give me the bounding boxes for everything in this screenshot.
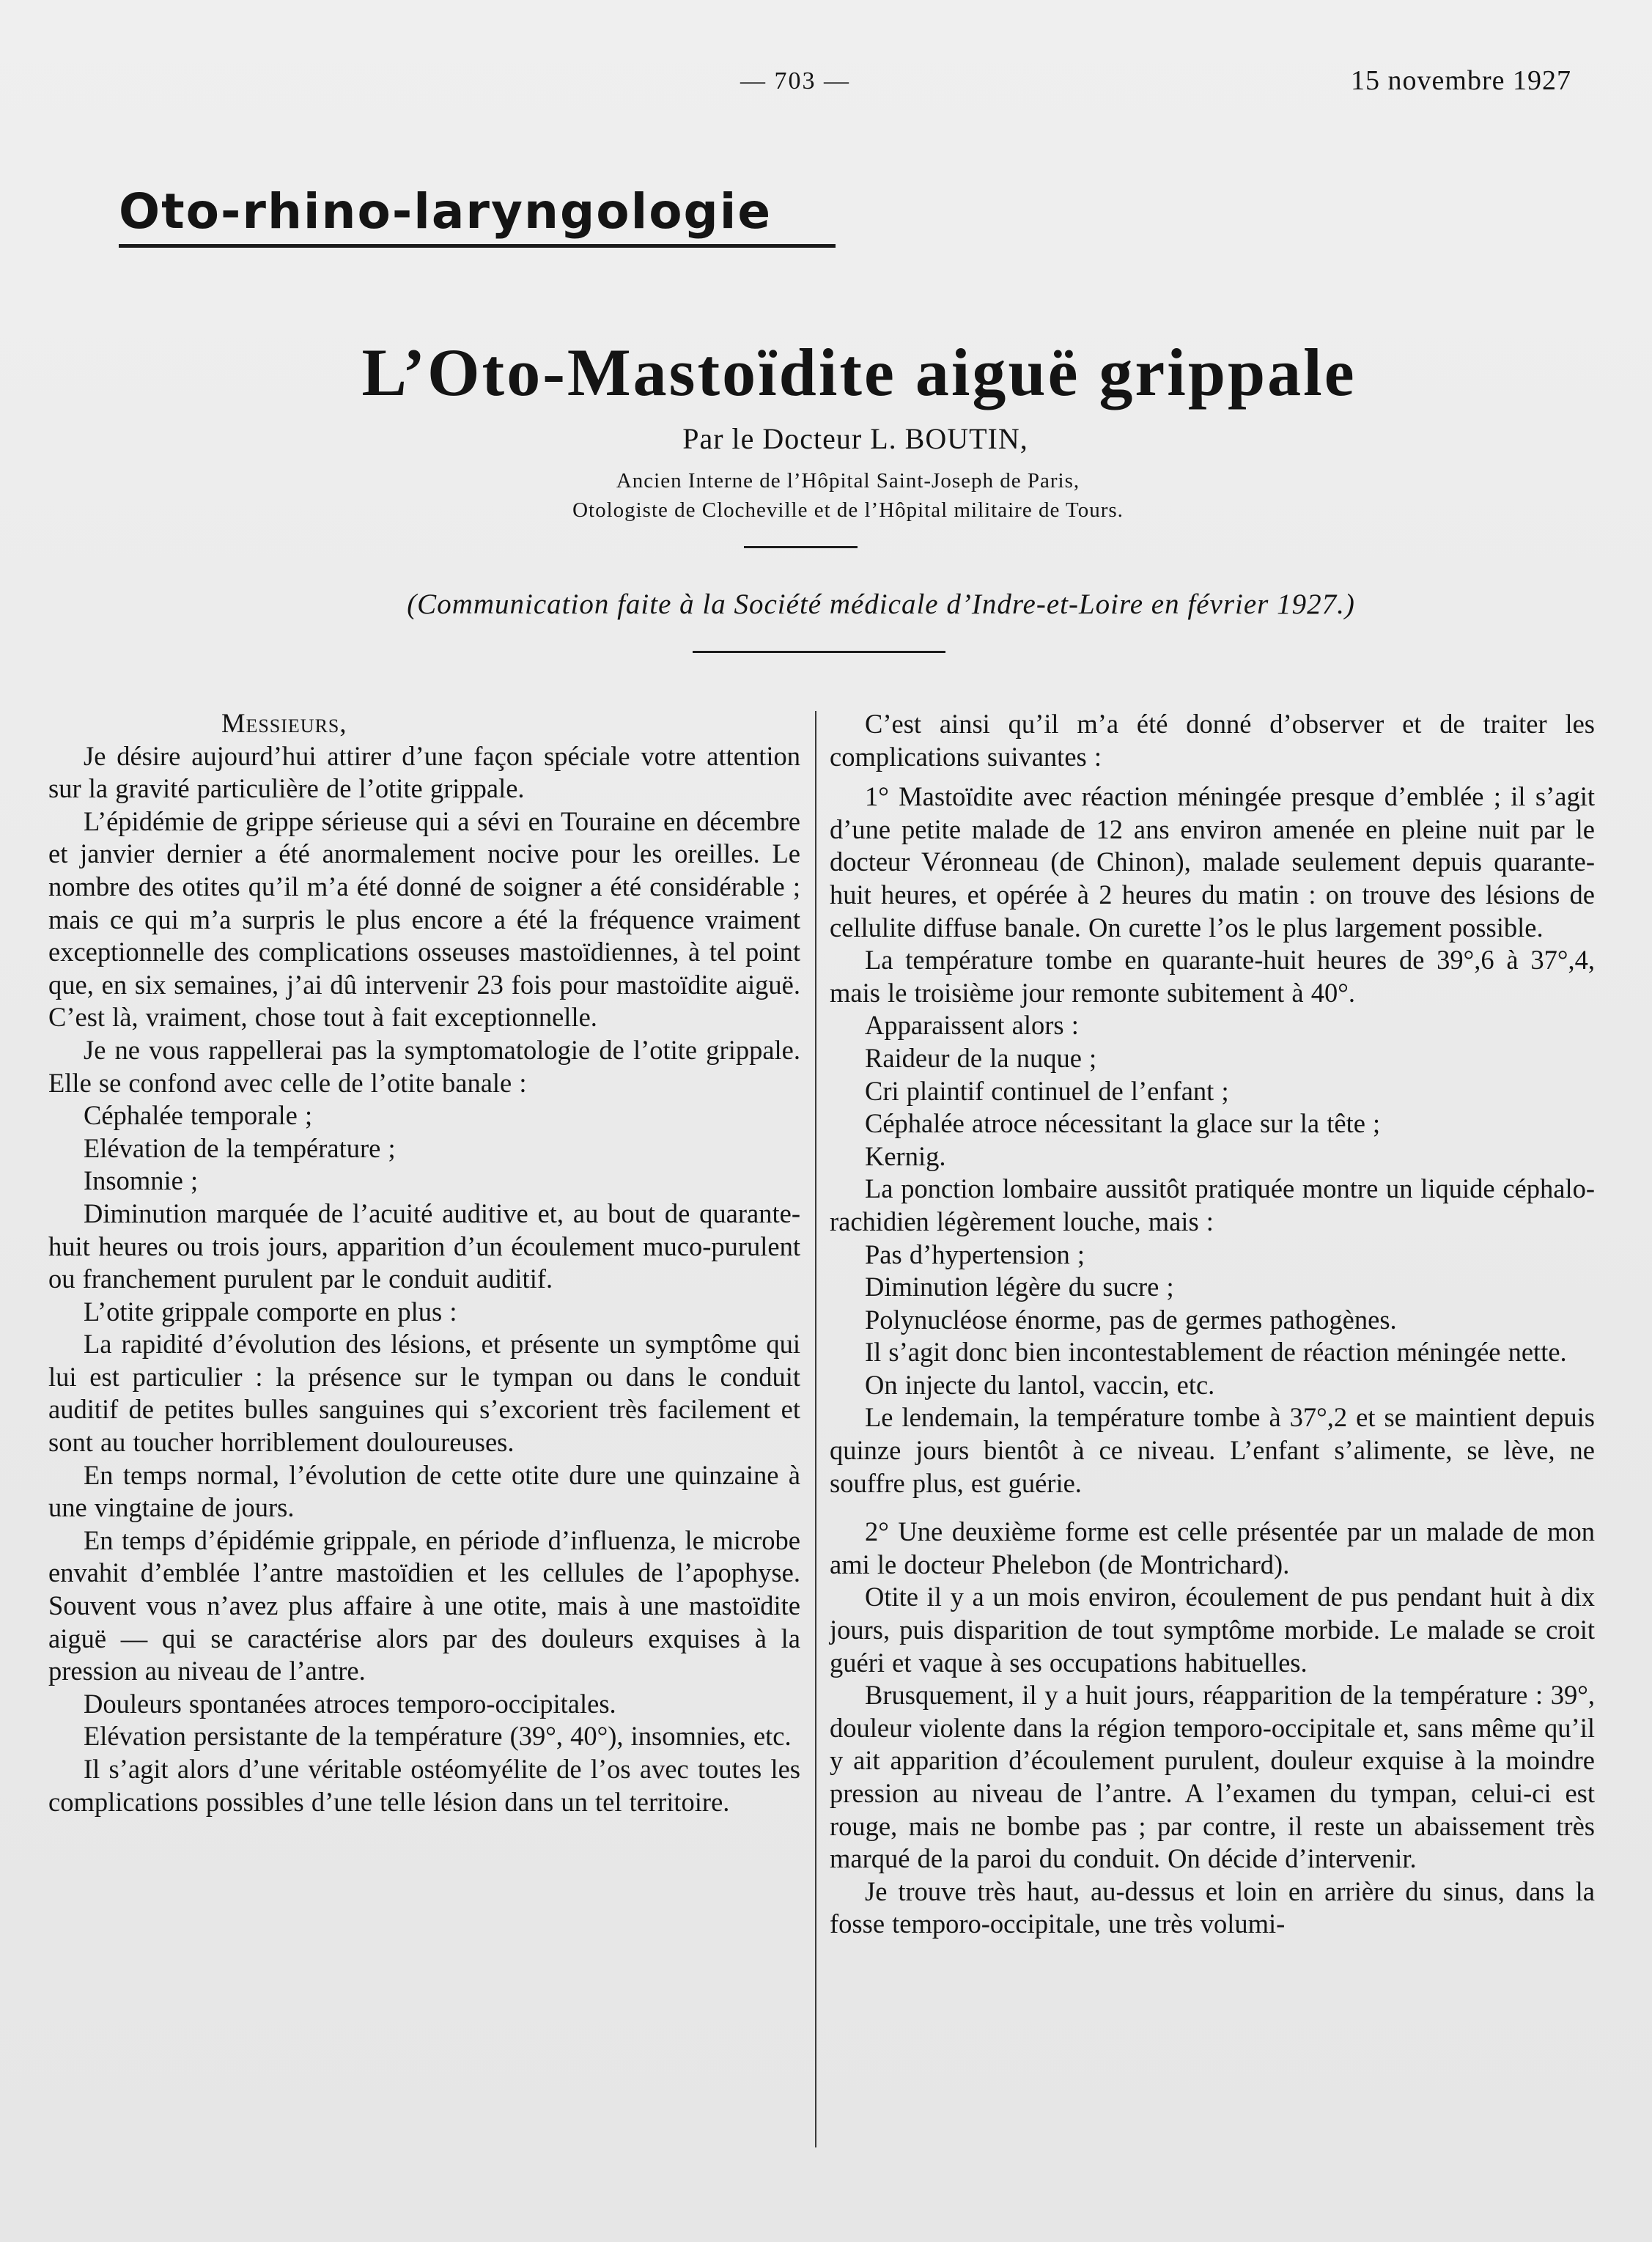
divider-rule — [744, 546, 858, 548]
paragraph: Diminution marquée de l’acuité auditive et, au bout de quarante-huit heures ou trois jours, apparition d’un écoulement muco-purulent ou franchement purulent par le conduit auditif. — [48, 1198, 800, 1294]
paragraph: En temps d’épidémie grippale, en période d’influenza, le microbe envahit d’emblée l’antre mastoïdien et les cellules de l’apophyse. Souvent vous n’avez plus affaire à une otite, mais à une mastoïdite aiguë — qui se caractérise alors par des douleurs exquises à la pression au niveau de l’antre. — [48, 1524, 800, 1686]
article-title: L’Oto-Mastoïdite aiguë grippale — [361, 335, 1357, 410]
paragraph: Apparaissent alors : — [865, 1010, 1079, 1041]
paragraph: Elévation persistante de la température (39°, 40°), insomnies, etc. — [84, 1721, 792, 1752]
communication-note: (Communication faite à la Société médicale d’Indre-et-Loire en février 1927.) — [407, 589, 1355, 620]
paragraph: Brusquement, il y a huit jours, réapparition de la température : 39°, douleur violente dans la région temporo-occipitale et, sans même qu’il y ait apparition d’écoulement purulent, douleur exquise à la moindre pression au niveau de l’antre. A l’examen du tympan, celui-ci est rouge, mais ne bombe pas ; par contre, il reste un abaissement très marqué de la paroi du conduit. On décide d’intervenir. — [830, 1680, 1595, 1874]
paragraph: Il s’agit alors d’une véritable ostéomyélite de l’os avec toutes les complications possibles d’une telle lésion dans un tel territoire. — [48, 1754, 800, 1817]
paragraph: Je désire aujourd’hui attirer d’une façon spéciale votre attention sur la gravité particulière de l’otite grippale. — [48, 740, 800, 804]
paragraph: Polynucléose énorme, pas de germes pathogènes. — [865, 1304, 1397, 1335]
paragraph: Raideur de la nuque ; — [865, 1042, 1097, 1073]
paragraph: C’est ainsi qu’il m’a été donné d’observer et de traiter les complications suivantes : — [830, 709, 1595, 772]
paragraph: 1° Mastoïdite avec réaction méningée presque d’emblée ; il s’agit d’une petite malade de 12 ans environ amenée en pleine nuit par le docteur Véronneau (de Chinon), malade seulement depuis quarante-huit heures, et opérée à 2 heures du matin : on trouve des lésions de cellulite diffuse banale. On curette l’os le plus largement possible. — [830, 781, 1595, 943]
paragraph: L’épidémie de grippe sérieuse qui a sévi en Touraine en décembre et janvier dernier a été anormalement nocive pour les oreilles. Le nombre des otites qu’il m’a été donné de soigner a été considérable ; mais ce qui m’a surpris le plus encore a été la fréquence vraiment exceptionnelle des complications osseuses mastoïdiennes, à tel point que, en six semaines, j’ai dû intervenir 23 fois pour mastoïdite aiguë. C’est là, vraiment, chose tout à fait exceptionnelle. — [48, 805, 800, 1033]
paragraph: Pas d’hypertension ; — [865, 1239, 1085, 1269]
paragraph: Diminution légère du sucre ; — [865, 1272, 1174, 1302]
author-byline: Par le Docteur L. BOUTIN, — [682, 422, 1028, 455]
right-column — [830, 708, 1595, 1941]
divider-rule — [693, 651, 945, 653]
column-divider — [815, 711, 816, 2147]
paragraph: Elévation de la température ; — [84, 1132, 396, 1163]
paragraph: Céphalée atroce nécessitant la glace sur la tête ; — [865, 1108, 1381, 1139]
paragraph: En temps normal, l’évolution de cette otite dure une quinzaine à une vingtaine de jours. — [48, 1459, 800, 1523]
author-credential: Ancien Interne de l’Hôpital Saint-Joseph de Paris, — [616, 469, 1080, 493]
page-number: — 703 — — [740, 67, 850, 95]
paragraph: Je trouve très haut, au-dessus et loin en arrière du sinus, dans la fosse temporo-occipitale, une très volumi- — [830, 1876, 1595, 1939]
paragraph: Céphalée temporale ; — [84, 1100, 313, 1131]
paragraph: On injecte du lantol, vaccin, etc. — [865, 1369, 1215, 1400]
section-title: Oto-rhino-laryngologie — [119, 183, 836, 248]
author-credential: Otologiste de Clocheville et de l’Hôpital militaire de Tours. — [572, 498, 1124, 522]
paragraph: Le lendemain, la température tombe à 37°,2 et se maintient depuis quinze jours bientôt à ce niveau. L’enfant s’alimente, se lève, ne souffre plus, est guérie. — [830, 1402, 1595, 1498]
paragraph: La rapidité d’évolution des lésions, et présente un symptôme qui lui est particulier : la présence sur le tympan ou dans le conduit auditif de petites bulles sanguines qui s’excorient très facilement et sont au toucher horriblement douloureuses. — [48, 1329, 800, 1458]
paragraph: Kernig. — [865, 1140, 946, 1171]
paragraph: Il s’agit donc bien incontestablement de réaction méningée nette. — [865, 1337, 1567, 1368]
left-column — [48, 707, 800, 1818]
paragraph: Je ne vous rappellerai pas la symptomatologie de l’otite grippale. Elle se confond avec celle de l’otite banale : — [48, 1034, 800, 1098]
paragraph: Insomnie ; — [84, 1165, 199, 1196]
paragraph: La ponction lombaire aussitôt pratiquée montre un liquide céphalo-rachidien légèrement louche, mais : — [830, 1173, 1595, 1236]
paragraph: La température tombe en quarante-huit heures de 39°,6 à 37°,4, mais le troisième jour remonte subitement à 40°. — [830, 945, 1595, 1008]
paragraph: Cri plaintif continuel de l’enfant ; — [865, 1075, 1229, 1106]
salutation: Messieurs, — [221, 708, 347, 738]
issue-date: 15 novembre 1927 — [1351, 65, 1571, 96]
paragraph: Otite il y a un mois environ, écoulement de pus pendant huit à dix jours, puis disparition de tout symptôme morbide. Le malade se croit guéri et vaque à ses occupations habituelles. — [830, 1582, 1595, 1678]
paragraph: Douleurs spontanées atroces temporo-occipitales. — [84, 1688, 616, 1719]
paragraph: L’otite grippale comporte en plus : — [84, 1296, 457, 1327]
paragraph: 2° Une deuxième forme est celle présentée par un malade de mon ami le docteur Phelebon (de Montrichard). — [830, 1516, 1595, 1579]
